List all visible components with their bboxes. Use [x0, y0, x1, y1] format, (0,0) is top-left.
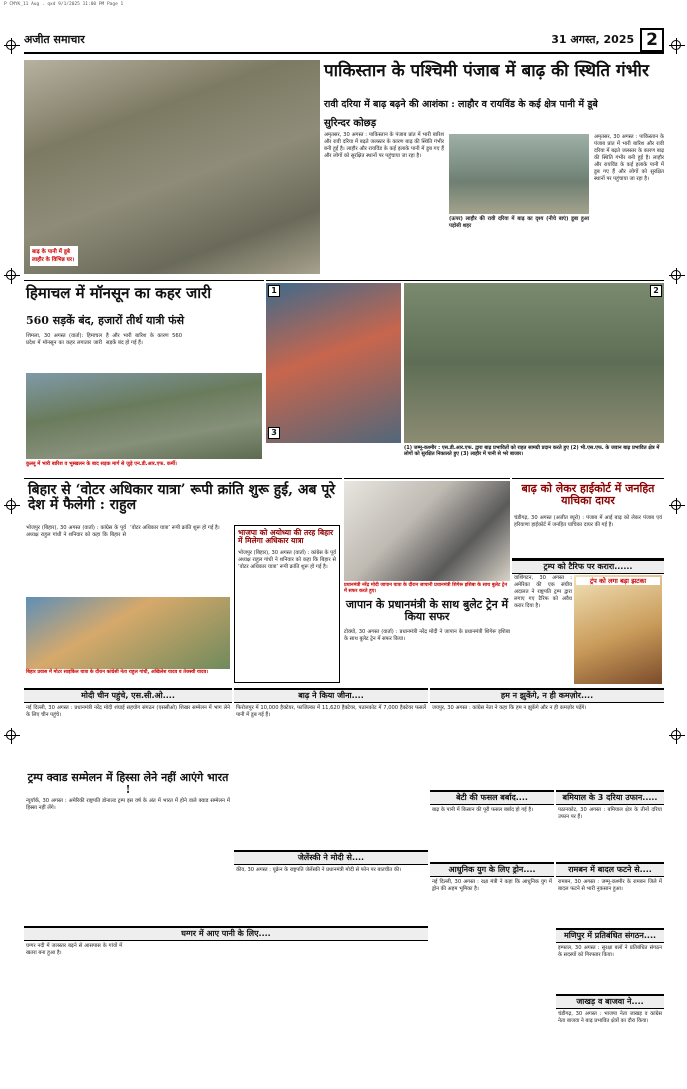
registration-mark-icon [671, 40, 681, 50]
punjab-headline: पाकिस्तान के पश्चिमी पंजाब में बाढ़ की स्थिति गंभीर [324, 62, 664, 81]
punjab-byline: सुरिन्दर कोछड़ [324, 118, 377, 129]
punjab-subhead: रावी दरिया में बाढ़ बढ़ने की आशंका : लाहौर व रायविंड के कई क्षेत्र पानी में डूबे [324, 99, 598, 110]
relief-photo-1 [266, 283, 401, 443]
bihar-inset [234, 525, 340, 683]
registration-marks-right [669, 40, 683, 1080]
masthead-right [551, 28, 664, 52]
daughter-text: बाढ़ के पानी में किसान की पूरी फसल बर्बाद हो गई है। [432, 807, 534, 813]
modi-china-headline: मोदी चीन पहुंचे, एस.सी.ओ.... [24, 688, 232, 703]
story-himachal [24, 280, 264, 474]
japan-body [344, 629, 510, 683]
registration-mark-icon [6, 40, 16, 50]
trump-tariff-body [514, 575, 572, 683]
photo-badge-3: 3 [268, 427, 280, 439]
registration-mark-icon [671, 500, 681, 510]
photo-badge-1: 1 [268, 285, 280, 297]
zelensky-body [234, 865, 428, 878]
paper-name: अजीत समाचार [24, 33, 85, 47]
punjab-body-right [594, 134, 664, 274]
hc-body-text: चंडीगढ़, 30 अगस्त (अजीत ब्यूरो) : पंजाब में आई बाढ़ को लेकर पंजाब एवं हरियाणा हाईकोर्ट में जनहित याचिका दायर की गई है। [514, 515, 662, 529]
story-manipur [556, 928, 664, 992]
bihar-body [26, 525, 230, 597]
ravi-inline-caption: (ऊपर) लाहौर की रावी दरिया में बाढ़ का दृश्य (नीचे बाएं) डूबा हुआ पड़ोसी शहर [449, 216, 589, 230]
modern-era-text: नई दिल्ली, 30 अगस्त : रक्षा मंत्री ने कहा कि आधुनिक युग में ड्रोन की अहम भूमिका है। [432, 879, 552, 893]
flood-aerial-photo [24, 60, 320, 274]
story-ghaggar [24, 926, 428, 1076]
ramban-body [556, 877, 664, 897]
registration-mark-icon [6, 730, 16, 740]
market-headline: जाखड़ व बाजवा ने.... [556, 994, 664, 1009]
bamial-body [556, 805, 664, 825]
japan-photo-caption: प्रधानमंत्री नरेंद्र मोदी जापान यात्रा के दौरान जापानी प्रधानमंत्री शिगेरू इशिबा के साथ बुलेट ट्रेन में सफर करते हुए। [344, 583, 507, 594]
ramban-text: रामबन, 30 अगस्त : जम्मू-कश्मीर के रामबन जिले में बादल फटने से भारी नुकसान हुआ। [558, 879, 662, 893]
hc-body [514, 515, 662, 557]
landslide-photo [26, 373, 262, 459]
flood-declared-text: फिरोजपुर में 10,000 हैक्टेयर, फाजिल्का में 11,620 हैक्टेयर, पठानकोट में 7,000 हैक्टेयर फसलें पानी में डूब गई हैं। [236, 705, 426, 719]
story-zelensky [234, 850, 428, 924]
modern-era-body [430, 877, 554, 897]
bihar-photo-caption: बिहार प्रवास में मोटर साइकिल यात्रा के दौरान कांग्रेसी नेता राहुल गांधी, अखिलेश यादव व तेजस्वी यादव। [26, 670, 209, 675]
registration-mark-icon [6, 500, 16, 510]
story-market [556, 994, 664, 1076]
himachal-body-text: शिमला, 30 अगस्त (वार्ता): हिमाचल प्रदेश में मॉनसून का कहर लगातार जारी है और भारी बारिश के कारण 560 सड़कें बंद हो गई हैं। [26, 333, 182, 347]
daughter-body [430, 805, 554, 818]
story-modi-china [24, 688, 232, 770]
story-ramban [556, 862, 664, 926]
story-modern-era [430, 862, 554, 942]
flood-photo-collage [266, 280, 664, 474]
flood-photo-caption-box [30, 246, 78, 266]
registration-mark-icon [6, 270, 16, 280]
japan-body-text: टोक्यो, 30 अगस्त (वार्ता) : प्रधानमंत्री नरेंद्र मोदी ने जापान के प्रधानमंत्री शिगेरू इशिबा के साथ बुलेट ट्रेन में सफर किया। [344, 629, 510, 643]
story-bihar [24, 478, 342, 684]
hc-headline: बाढ़ को लेकर हाईकोर्ट में जनहित याचिका दायर [521, 482, 655, 508]
flood-declared-body [234, 703, 428, 723]
japan-headline: जापान के प्रधानमंत्री के साथ बुलेट ट्रेन में किया सफर [345, 598, 509, 624]
story-bamial [556, 790, 664, 860]
story-punjab-flood [24, 60, 664, 276]
trump-summit-body [24, 796, 232, 816]
bullet-train-photo [344, 481, 510, 581]
print-imprint: P CMYK_11 Aug . qxd 9/1/2025 11:00 PM Page 1 [4, 2, 124, 7]
manipur-text: इम्फाल, 30 अगस्त : सुरक्षा बलों ने प्रतिबंधित संगठन के सदस्यों को गिरफ्तार किया। [558, 945, 662, 959]
trump-summit-text: न्यूयॉर्क, 30 अगस्त : अमेरिकी राष्ट्रपति डोनाल्ड ट्रम्प इस वर्ष के अंत में भारत में होने वाले क्वाड सम्मेलन में हिस्सा नहीं लेंगे। [26, 798, 230, 812]
photo-badge-2: 2 [650, 285, 662, 297]
story-hum [430, 688, 664, 788]
issue-date: 31 अगस्त, 2025 [551, 33, 635, 47]
rescue-boat-photo-2 [404, 283, 664, 443]
story-daughter [430, 790, 554, 860]
bihar-inset-text: भोजपुर (बिहार), 30 अगस्त (वार्ता) : कांग्रेस के पूर्व अध्यक्ष राहुल गांधी ने शनिवार को कहा कि बिहार से ‘वोटर अधिकार यात्रा’ रूपी क्रांति शुरू हो गई है। [238, 549, 336, 570]
punjab-body [324, 132, 444, 272]
hum-headline: हम न झुकेंगे, न ही कमज़ोर.... [430, 688, 664, 703]
bamial-text: पठानकोट, 30 अगस्त : बमियाल क्षेत्र के तीनों दरिया उफान पर हैं। [558, 807, 662, 821]
tariff-cartoon [574, 575, 662, 684]
story-high-court [512, 478, 664, 558]
masthead [24, 28, 664, 54]
himachal-body [26, 333, 262, 373]
trump-summit-headline: ट्रम्प क्वाड सम्मेलन में हिस्सा लेने नहीं आएंगे भारत ! [27, 771, 229, 797]
zelensky-text: कीव, 30 अगस्त : यूक्रेन के राष्ट्रपति जेलेंस्की ने प्रधानमंत्री मोदी से फोन पर बातचीत की। [236, 867, 402, 873]
modern-era-headline: आधुनिक युग के लिए ड्रोन.... [430, 862, 554, 877]
market-text: चंडीगढ़, 30 अगस्त : भाजपा नेता जाखड़ व कांग्रेस नेता बाजवा ने बाढ़ प्रभावित क्षेत्रों का दौरा किया। [558, 1011, 662, 1025]
market-body [556, 1009, 664, 1029]
ramban-headline: रामबन में बादल फटने से.... [556, 862, 664, 877]
ghaggar-body [24, 941, 428, 1071]
bihar-inset-headline: भाजपा को अयोध्या की तरह बिहार में मिलेगा अधिकार यात्रा [238, 528, 334, 546]
trump-tariff-headline: ट्रम्प को टैरिफ पर करारा...... [512, 559, 664, 574]
hum-body [430, 703, 664, 716]
punjab-body-right-text: अमृतसर, 30 अगस्त : पाकिस्तान के पंजाब प्रांत में भारी बारिश और रावी दरिया में बढ़ते जलस्तर के कारण बाढ़ की स्थिति गंभीर बनी हुई है। लाहौर और रायविंड के कई इलाके पानी में डूब गए हैं और लोगों को सुरक्षित स्थानों पर पहुंचाया जा रहा है। [594, 134, 664, 183]
bamial-headline: बमियाल के 3 दरिया उफान..... [556, 790, 664, 805]
hum-text: जयपुर, 30 अगस्त : कांग्रेस नेता ने कहा कि हम न झुकेंगे और न ही कमज़ोर पड़ेंगे। [432, 705, 587, 711]
flood-photo-caption: बाढ़ के पानी में डूबे लाहौर के विभिन्न घर। [32, 249, 75, 264]
daughter-headline: बेटी की फसल बर्बाद.... [430, 790, 554, 805]
cartoon-caption: ट्रंप को लगा बड़ा झटका [576, 577, 660, 585]
manipur-headline: मणिपुर में प्रतिबंधित संगठन.... [556, 928, 664, 943]
registration-marks-left [4, 40, 18, 1080]
bihar-headline: बिहार से ‘वोटर अधिकार यात्रा’ रूपी क्रांति शुरू हुई, अब पूरे देश में फैलेगी : राहुल [28, 482, 336, 514]
bihar-body-text: भोजपुर (बिहार), 30 अगस्त (वार्ता) : कांग्रेस के पूर्व अध्यक्ष राहुल गांधी ने शनिवार को कहा कि बिहार से ‘वोटर अधिकार यात्रा’ रूपी क्रांति शुरू हो गई है। [26, 525, 220, 539]
himachal-subhead: 560 सड़कें बंद, हजारों तीर्थ यात्री फंसे [26, 314, 185, 327]
story-japan [344, 478, 510, 684]
trump-tariff-text: वाशिंगटन, 30 अगस्त : अमेरिका की एक संघीय अदालत ने राष्ट्रपति ट्रम्प द्वारा लगाए गए टैरिफ को अवैध करार दिया है। [514, 575, 572, 610]
bihar-rally-photo [26, 597, 230, 669]
registration-mark-icon [671, 270, 681, 280]
manipur-body [556, 943, 664, 963]
story-flood-declared [234, 688, 428, 848]
registration-mark-icon [671, 730, 681, 740]
ghaggar-text: घग्गर नदी में जलस्तर बढ़ने से आसपास के गांवों में खतरा बना हुआ है। [26, 943, 123, 957]
bihar-inset-body [238, 550, 336, 571]
modi-china-body [24, 703, 232, 723]
story-trump-summit [24, 770, 232, 850]
punjab-body-text: अमृतसर, 30 अगस्त : पाकिस्तान के पंजाब प्रांत में भारी बारिश और रावी दरिया में बढ़ते जलस्तर के कारण बाढ़ की स्थिति गंभीर बनी हुई है। लाहौर और रायविंड के कई इलाके पानी में डूब गए हैं और लोगों को सुरक्षित स्थानों पर पहुंचाया जा रहा है। [324, 132, 444, 160]
flood-declared-headline: बाढ़ ने किया जीना.... [234, 688, 428, 703]
page-number: 2 [640, 28, 664, 52]
himachal-headline: हिमाचल में मॉनसून का कहर जारी [26, 284, 212, 302]
ghaggar-headline: घग्गर में आए पानी के लिए.... [24, 926, 428, 941]
collage-caption: (1) जम्मू-कश्मीर : एस.डी.आर.एफ. द्वारा बाढ़ प्रभावितों को राहत सामग्री प्रदान करते हुए (2) भी.एस.एफ. के जवान बाढ़ प्रभावित क्षेत्र में लोगों को सुरक्षित निकालते हुए (3) लाहौर में पानी से भरे बाजार। [404, 445, 660, 458]
zelensky-headline: जेलेंस्की ने मोदी से.... [234, 850, 428, 865]
modi-china-text: नई दिल्ली, 30 अगस्त : प्रधानमंत्री नरेंद्र मोदी शंघाई सहयोग संगठन (एससीओ) शिखर सम्मेलन में भाग लेने के लिए चीन पहुंचे। [26, 705, 230, 719]
story-trump-tariff [512, 558, 664, 684]
ravi-river-photo [449, 134, 589, 214]
landslide-caption: कुल्लू में भारी बारिश व भूस्खलन के बाद सड़क मार्ग से जुड़े एन.डी.आर.एफ. कर्मी। [26, 461, 177, 467]
